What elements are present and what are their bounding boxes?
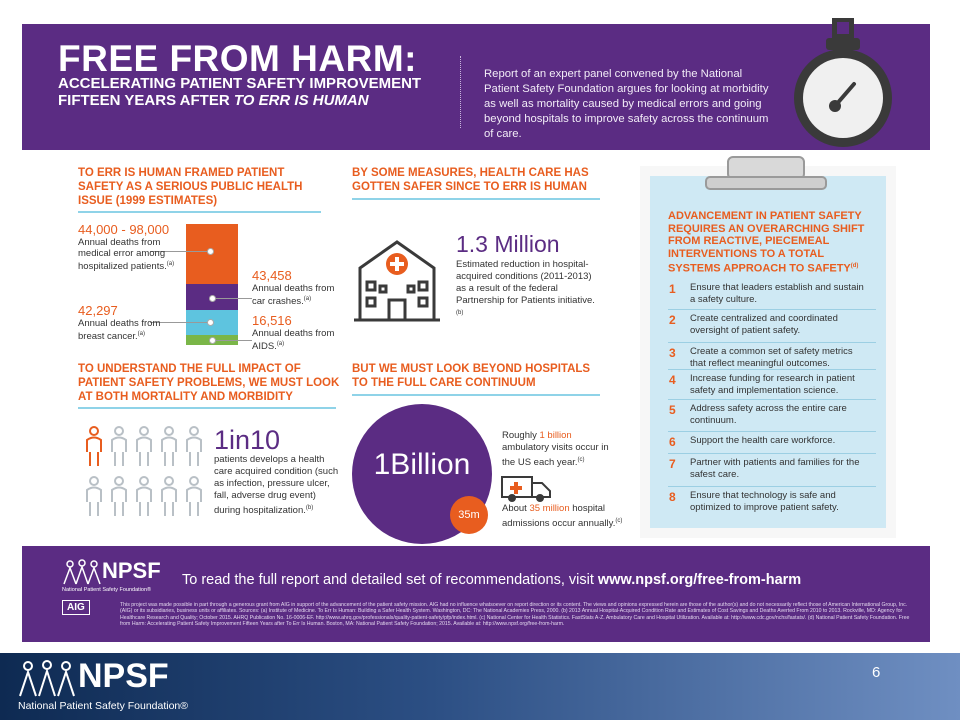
slide-npsf-figures-icon (18, 658, 76, 698)
section2-text: Estimated reduction in hospital-acquired conditions (2011-2013) as a result of the federal Partnership for Patients initiative.$^{(b)}$ (456, 259, 595, 316)
stat-1-3-million: 1.3 Million (456, 231, 560, 257)
recommendation-number: 5 (669, 403, 676, 417)
person-icon (87, 427, 101, 466)
slide-npsf-logo: NPSF (78, 657, 169, 695)
35m-badge: 35m (450, 496, 488, 534)
recommendation-number: 3 (669, 346, 676, 360)
recommendation-divider (668, 342, 876, 343)
visits-text: Roughly 1 billion ambulatory visits occur in the US each year.$^{(c)}$ (502, 430, 609, 469)
clipboard-clip-icon (704, 155, 828, 193)
person-icon (162, 427, 176, 466)
report-description: Report of an expert panel convened by the National Patient Safety Foundation argues for looking at morbidity as well as mortality caused by medical errors and going beyond hospitals to improve safety across the continuum of care. (484, 68, 769, 140)
people-icon (76, 420, 206, 520)
section3-heading: TO UNDERSTAND THE FULL IMPACT OF PATIENT SAFETY PROBLEMS, WE MUST LOOK AT BOTH MORTALITY AND MORBIDITY (78, 363, 340, 403)
recommendation-divider (668, 399, 876, 400)
section2-heading: BY SOME MEASURES, HEALTH CARE HAS GOTTEN SAFER SINCE TO ERR IS HUMAN (352, 167, 589, 193)
person-icon (187, 477, 201, 516)
person-icon (112, 427, 126, 466)
recommendation-number: 2 (669, 313, 676, 327)
footer-npsf-subtitle: National Patient Safety Foundation® (62, 587, 152, 593)
billion-label: 1Billion (373, 448, 471, 481)
recommendation-number: 6 (669, 435, 676, 449)
recommendation-text: Increase funding for research in patient safety and implementation science. (690, 373, 855, 396)
person-icon (137, 477, 151, 516)
recommendation-text: Create centralized and coordinated oversight of patient safety. (690, 313, 838, 336)
person-icon (112, 477, 126, 516)
recommendation-divider (668, 369, 876, 370)
section1-rule (78, 211, 321, 213)
section2-rule (352, 198, 600, 200)
recommendation-text: Address safety across the entire care continuum. (690, 403, 847, 426)
recommendation-number: 1 (669, 282, 676, 296)
report-subtitle: ACCELERATING PATIENT SAFETY IMPROVEMENT FIFTEEN YEARS AFTER TO ERR IS HUMAN (58, 75, 422, 109)
footer-cta: To read the full report and detailed set of recommendations, visit www.npsf.org/free-from-harm (182, 572, 802, 588)
recommendation-number: 8 (669, 490, 676, 504)
recommendation-divider (668, 309, 876, 310)
recommendation-text: Partner with patients and families for the safest care. (690, 457, 860, 480)
recommendation-divider (668, 486, 876, 487)
aig-logo: AIG (62, 600, 90, 615)
section4-heading: BUT WE MUST LOOK BEYOND HOSPITALS TO THE FULL CARE CONTINUUM (352, 363, 591, 389)
section1-heading: TO ERR IS HUMAN FRAMED PATIENT SAFETY AS A SERIOUS PUBLIC HEALTH ISSUE (1999 ESTIMATES) (78, 167, 303, 207)
section3-rule (78, 407, 336, 409)
stat-1-in-10: 1in10 (214, 425, 281, 455)
page-number: 6 (872, 664, 881, 681)
person-icon (187, 427, 201, 466)
stat-car-crashes: 43,458 Annual deaths from car crashes.$^{(a)}$ (252, 268, 335, 308)
footer-fine-print: This project was made possible in part through a generous grant from AIG in support of the advancement of the patient safety mission. AIG had no influence whatsoever on report direction or its content. The views and opinions expressed herein are those of the author(s) and do not necessarily reflect those of American International Group, Inc. (AIG) or its subsidiaries, business units or affiliates. Sources: (a) Institute of Medicine. To Err Is Human: Building a Safer Health System. Washington, DC: The National Academies Press, 2000. (b) 2013 Annual Hospital-Acquired Condition Rate and Estimates of Cost Savings and Deaths Averted From 2010 to 2013. Rockville, MD: Agency for Healthcare Research and Quality; October 2015. AHRQ Publication No. 16-0006-EF. http://www.ahrq.gov/professionals/quality-patient-safety/pfp/index.html. (c) National Center for Health Statistics. FastStats A-Z. Ambulatory Care and Hospital Utilization. Available at: http://www.cdc.gov/nchs/fastats/. (d) National Patient Safety Foundation. Free from Harm: Accelerating Patient Safety Improvement Fifteen Years after To Err Is Human. Boston, MA: National Patient Safety Foundation; 2015. Available at: http://www.npsf.org/free-from-harm. (120, 602, 910, 628)
stat-breast-cancer: 42,297 Annual deaths from breast cancer.$^{(a)}$ (78, 303, 161, 343)
hospital-icon (352, 234, 442, 324)
recommendation-number: 7 (669, 457, 676, 471)
person-icon (137, 427, 151, 466)
header-divider (460, 56, 461, 128)
admissions-text: About 35 million hospital admissions occur annually.$^{(c)}$ (502, 503, 623, 530)
ambulance-icon (500, 473, 552, 503)
report-title: FREE FROM HARM: (58, 38, 417, 79)
person-icon (87, 477, 101, 516)
stat-medical-error: 44,000 - 98,000 Annual deaths from medical error among hospitalized patients.$^{(a)}$ (78, 222, 175, 273)
footer-npsf-logo: NPSF (102, 558, 161, 583)
report-link[interactable]: www.npsf.org/free-from-harm (597, 572, 802, 588)
recommendation-text: Ensure that technology is safe and optimized to improve patient safety. (690, 490, 839, 513)
stopwatch-icon (788, 18, 898, 153)
section3-text: patients develops a health care acquired condition (such as infection, pressure ulcer, fall, adverse drug event) during hospitalization.$^{(b)}$ (214, 454, 339, 517)
section4-rule (352, 394, 600, 396)
stat-aids: 16,516 Annual deaths from AIDS.$^{(a)}$ (252, 313, 335, 353)
recommendation-number: 4 (669, 373, 676, 387)
panel-heading: ADVANCEMENT IN PATIENT SAFETY REQUIRES AN OVERARCHING SHIFT FROM REACTIVE, PIECEMEAL INTERVENTIONS TO A TOTAL SYSTEMS APPROACH TO SAFETY$^{(d)}$ (668, 210, 865, 275)
recommendation-text: Create a common set of safety metrics that reflect meaningful outcomes. (690, 346, 853, 369)
slide-npsf-subtitle: National Patient Safety Foundation® (18, 700, 189, 712)
recommendation-text: Ensure that leaders establish and sustain a safety culture. (690, 282, 864, 305)
recommendation-text: Support the health care workforce. (690, 435, 836, 446)
npsf-figures-icon (62, 558, 102, 586)
recommendation-divider (668, 431, 876, 432)
person-icon (162, 477, 176, 516)
recommendation-divider (668, 453, 876, 454)
